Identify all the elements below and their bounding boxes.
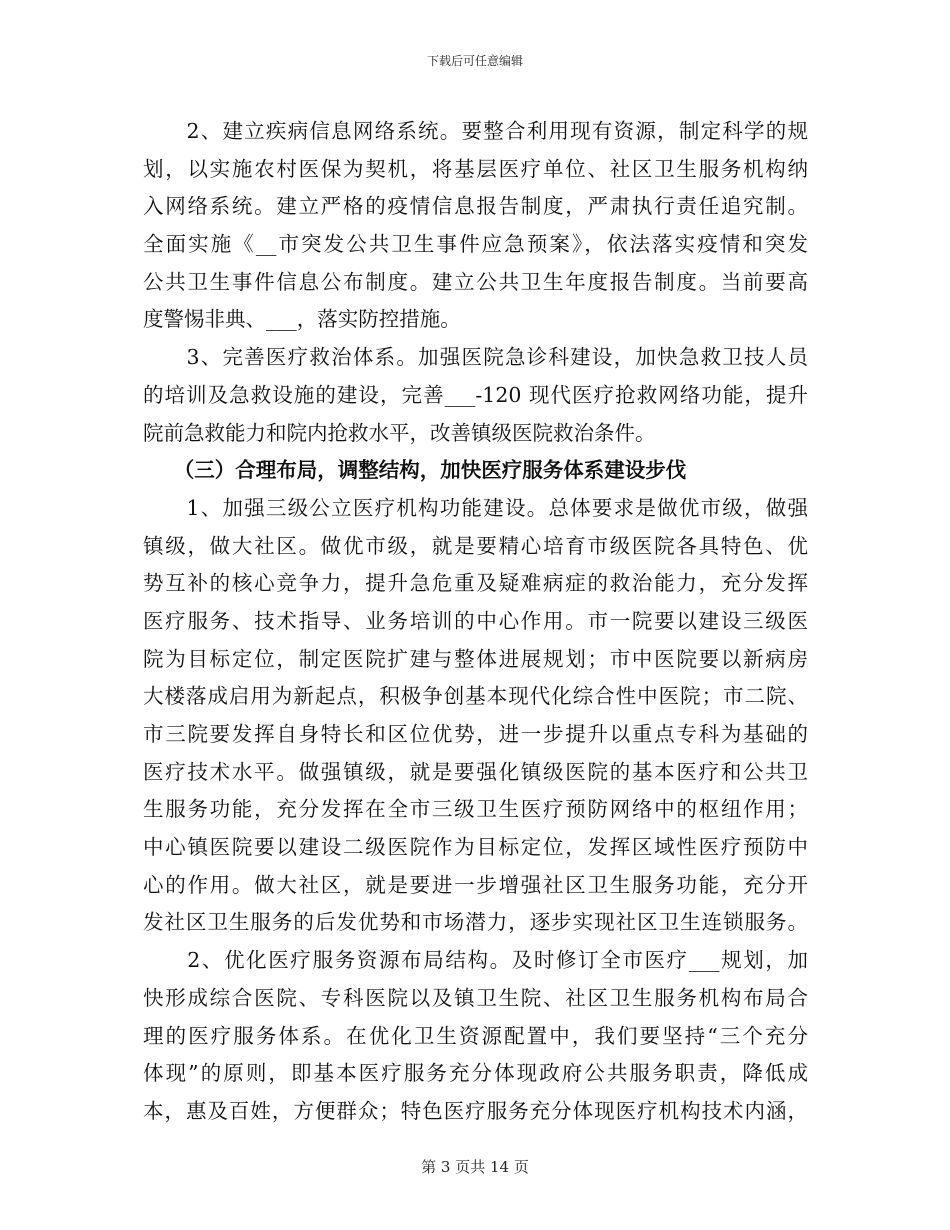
paragraph-line: 医疗技术水平。做强镇级，就是要强化镇级医院的基本医疗和公共卫 xyxy=(143,759,808,784)
paragraph-line: 理的医疗服务体系。在优化卫生资源配置中，我们要坚持“三个充分 xyxy=(143,1023,808,1048)
paragraph-line: 体现”的原则，即基本医疗服务充分体现政府公共服务职责，降低成 xyxy=(143,1061,808,1086)
paragraph-line: 势互补的核心竞争力，提升急危重及疑难病症的救治能力，充分发挥 xyxy=(143,571,808,596)
paragraph-line: 入网络系统。建立严格的疫情信息报告制度，严肃执行责任追究制。 xyxy=(143,194,808,219)
paragraph-line: 医疗服务、技术指导、业务培训的中心作用。市一院要以建设三级医 xyxy=(143,608,808,633)
page-footer: 第 3 页共 14 页 xyxy=(421,1158,529,1176)
paragraph-line: 中心镇医院要以建设二级医院作为目标定位，发挥区域性医疗预防中 xyxy=(143,835,808,860)
paragraph-line: 1、加强三级公立医疗机构功能建设。总体要求是做优市级，做强 xyxy=(143,495,808,520)
section-heading: （三）合理布局，调整结构，加快医疗服务体系建设步伐 xyxy=(143,458,687,483)
paragraph-line: 全面实施《__市突发公共卫生事件应急预案》，依法落实疫情和突发 xyxy=(143,232,808,257)
paragraph-line: 快形成综合医院、专科医院以及镇卫生院、社区卫生服务机构布局合 xyxy=(143,985,808,1010)
paragraph-line: 度警惕非典、___，落实防控措施。 xyxy=(143,307,461,332)
paragraph-line: 公共卫生事件信息公布制度。建立公共卫生年度报告制度。当前要高 xyxy=(143,269,808,294)
paragraph-line: 镇级，做大社区。做优市级，就是要精心培育市级医院各具特色、优 xyxy=(143,533,808,558)
paragraph-line: 2、优化医疗服务资源布局结构。及时修订全市医疗___规划，加 xyxy=(143,948,808,973)
paragraph-line: 院为目标定位，制定医院扩建与整体进展规划；市中医院要以新病房 xyxy=(143,646,808,671)
paragraph-line: 大楼落成启用为新起点，积极争创基本现代化综合性中医院；市二院、 xyxy=(143,684,808,709)
document-body xyxy=(143,113,808,1131)
paragraph-line: 3、完善医疗救治体系。加强医院急诊科建设，加快急救卫技人员 xyxy=(143,345,808,370)
paragraph-line: 院前急救能力和院内抢救水平，改善镇级医院救治条件。 xyxy=(143,420,656,445)
paragraph-line: 心的作用。做大社区，就是要进一步增强社区卫生服务功能，充分开 xyxy=(143,872,808,897)
paragraph-line: 2、建立疾病信息网络系统。要整合利用现有资源，制定科学的规 xyxy=(143,119,808,143)
paragraph-line: 市三院要发挥自身特长和区位优势，进一步提升以重点专科为基础的 xyxy=(143,722,808,746)
paragraph-line: 发社区卫生服务的后发优势和市场潜力，逐步实现社区卫生连锁服务。 xyxy=(143,910,808,935)
paragraph-line: 划，以实施农村医保为契机，将基层医疗单位、社区卫生服务机构纳 xyxy=(143,156,808,181)
paragraph-line: 生服务功能，充分发挥在全市三级卫生医疗预防网络中的枢纽作用； xyxy=(143,797,808,822)
page-header: 下载后可任意编辑 xyxy=(426,54,523,68)
paragraph-line: 的培训及急救设施的建设，完善___-120 现代医疗抢救网络功能，提升 xyxy=(143,382,808,407)
paragraph-line: 本，惠及百姓，方便群众；特色医疗服务充分体现医疗机构技术内涵， xyxy=(143,1098,808,1123)
